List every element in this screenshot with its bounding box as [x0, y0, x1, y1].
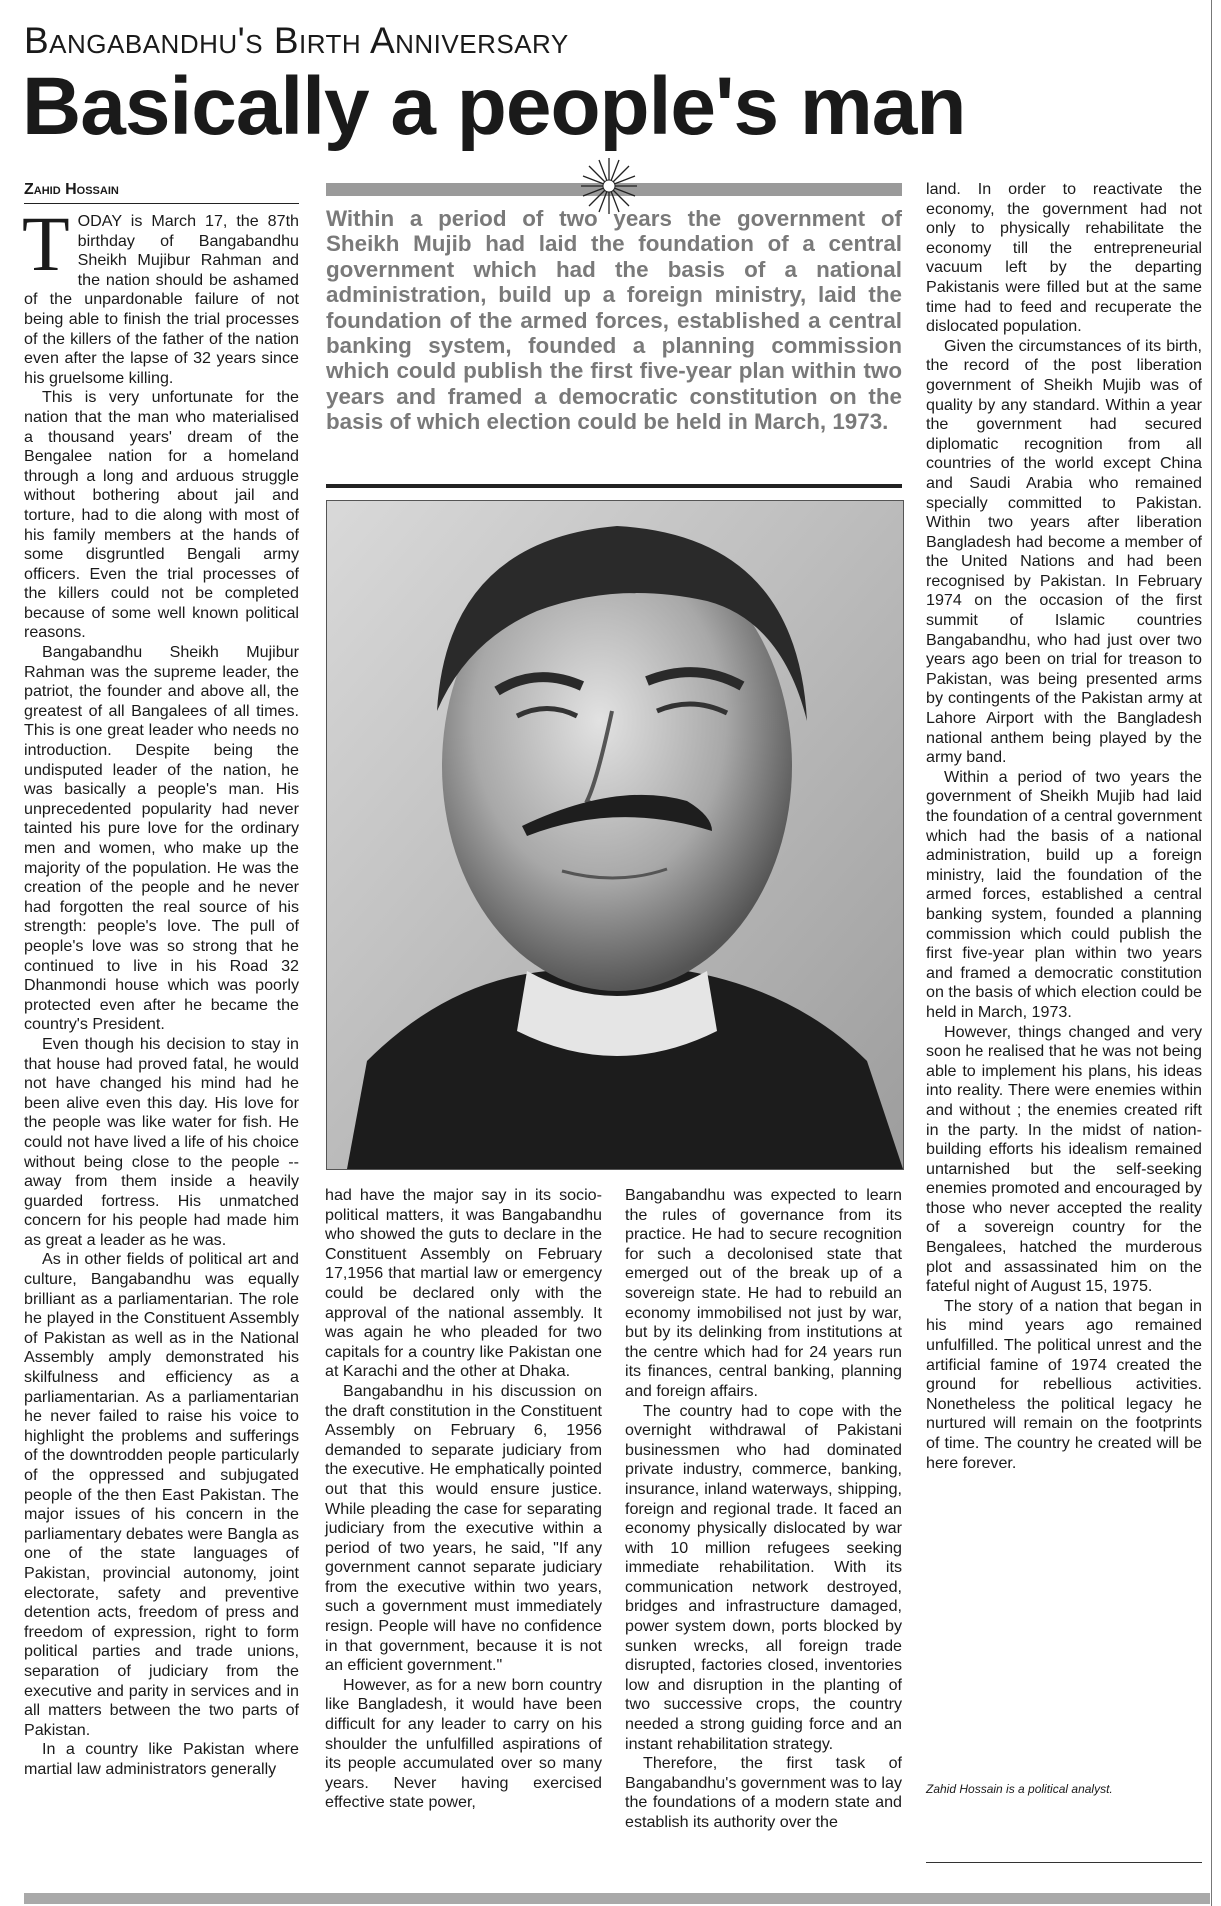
paragraph: Bangabandhu Sheikh Mujibur Rahman was the supreme leader, the patriot, the founder and above all, the greatest of all Bangalees of all times. This is one great leader who needs no introduction. Despite being the undisputed leader of the nation, he was basically a people's man. His unprecedented popularity had never tainted his pure love for the ordinary men and women, who make up the majority of the population. He was the creation of the people and he never had forgotten the real source of his strength: people's love. The pull of people's love was so strong that he continued to live in his Road 32 Dhanmondi house which was poorly protected even after he became the country's President. — [24, 643, 299, 1034]
paragraph: Within a period of two years the government of Sheikh Mujib had laid the foundation of a central government which had the basis of a national administration, build up a foreign ministry, laid the foundation of the armed forces, established a central banking system, founded a planning commission which could publish the first five-year plan within two years and framed a democratic constitution on the basis of which election could be held in March, 1973. — [926, 767, 1202, 1021]
byline: Zahid Hossain — [24, 181, 299, 204]
footer-bar — [24, 1893, 1210, 1904]
paragraph: As in other fields of political art and culture, Bangabandhu was equally brilliant as a parliamentarian. The role he played in the Constituent Assembly of Pakistan as well as in the National Assembly amply demonstrated his skilfulness and efficiency as a parliamentarian. As a parliamentarian he never failed to raise his voice to highlight the problems and sufferings of the downtrodden people particularly of the oppressed and subjugated people of the then East Pakistan. The major issues of his concern in the parliamentary debates were Bangla as one of the state languages of Pakistan, provincial autonomy, joint electorate, safety and preventive detention acts, freedom of press and freedom of expression, right to form political parties and trade unions, separation of judiciary from the executive and parity in services and in all matters between the two parts of Pakistan. — [24, 1250, 299, 1739]
paragraph: Therefore, the first task of Bangabandhu's government was to lay the foundations of a modern state and establish its authority over the — [625, 1754, 902, 1831]
headline: Basically a people's man — [22, 61, 966, 152]
paragraph: However, as for a new born country like Bangladesh, it would have been difficult for any leader to carry on his shoulder the unfulfilled aspirations of its people accumulated over so many years. Never having exercised effective state power, — [325, 1675, 602, 1812]
paragraph: In a country like Pakistan where martial law administrators generally — [24, 1740, 299, 1778]
end-rule — [926, 1862, 1202, 1863]
paragraph: Given the circumstances of its birth, the record of the post liberation government of Sheikh Mujib was of quality by any standard. Within a year the government had secured diplomatic recognition from all countries of the world except China and Saudi Arabia who remained specially committed to Pakistan. Within two years after liberation Bangladesh had become a member of the United Nations and had been recognised by Pakistan. In February 1974 on the occasion of the first summit of Islamic countries Bangabandhu, who had just over two years ago been on trial for treason to Pakistan, was being presented arms by contingents of the Pakistan army at Lahore Airport with the Bangladesh national anthem being played by the army band. — [926, 336, 1202, 767]
paragraph: Even though his decision to stay in that house had proved fatal, he would not have changed his mind had he been alive even this day. His love for the people was like water for fish. He could not have lived a life of his choice without being close to the people -- away from them inside a heavily guarded fortress. His unmatched concern for his people had made him as great a leader as he was. — [24, 1034, 299, 1249]
paragraph: land. In order to reactivate the economy, the government had not only to physically rehabilitate the economy till the entrepreneurial vacuum left by the departing Pakistanis were filled but at the same time had to feed and recuperate the dislocated population. — [926, 180, 1202, 336]
article-column-1 — [22, 200, 299, 1780]
section-kicker: Bangabandhu's Birth Anniversary — [24, 20, 569, 61]
article-column-4 — [625, 1186, 902, 1833]
paragraph: had have the major say in its socio-political matters, it was Bangabandhu who showed the guts to declare in the Constituent Assembly on February 17,1956 that martial law or emergency could be declared only with the approval of the national assembly. It was again he who pleaded for two capitals for a country like Pakistan one at Karachi and the other at Dhaka. — [325, 1186, 602, 1381]
article-column-3 — [325, 1186, 602, 1813]
paragraph: Bangabandhu in his discussion on the draft constitution in the Constituent Assembly on February 6, 1956 demanded to separate judiciary from the executive. He emphatically pointed out that this would ensure justice. While pleading the case for separating judiciary from the executive within a period of two years, he said, "If any government cannot separate judiciary from the executive within two years, such a government must immediately resign. People will have no confidence in that government, because it is not an efficient government." — [325, 1381, 602, 1675]
drop-cap: T — [22, 200, 70, 287]
page-edge-rule — [1211, 0, 1212, 1906]
paragraph: The country had to cope with the overnight withdrawal of Pakistani businessmen who had dominated private industry, commerce, banking, insurance, inland waterways, shipping, foreign and regional trade. It faced an economy physically dislocated by war with 10 million refugees seeking immediate rehabilitation. With its communication network destroyed, bridges and infrastructure damaged, power system down, ports blocked by sunken wrecks, all foreign trade disrupted, factories closed, inventories low and disruption in the planting of two successive crops, the country needed a strong guiding force and an instant rehabilitation strategy. — [625, 1401, 902, 1753]
article-column-5 — [926, 180, 1202, 1473]
portrait-photo — [326, 500, 904, 1170]
paragraph: The story of a nation that began in his mind years ago remained unfulfilled. The political unrest and the artificial famine of 1974 created the ground for rebellious activities. Nonetheless the political legacy he nurtured will remain on the footprints of time. The country he created will be here forever. — [926, 1296, 1202, 1472]
paragraph: However, things changed and very soon he realised that he was not being able to implement his plans, his ideas into reality. There were enemies within and without ; the enemies created rift in the party. In the midst of nation-building efforts his idealism remained untarnished but the self-seeking enemies promoted and encouraged by those who never accepted the reality of a sovereign country for the Bengalees, hatched the murderous plot and assassinated him on the fateful night of August 15, 1975. — [926, 1022, 1202, 1296]
pull-quote-rule — [326, 484, 902, 488]
pull-quote: Within a period of two years the government of Sheikh Mujib had laid the foundation of a central government which had the basis of a national administration, build up a foreign ministry, laid the foundation of the armed forces, established a central banking system, founded a planning commission which could publish the first five-year plan within two years and framed a democratic constitution on the basis of which election could be held in March, 1973. — [326, 206, 902, 435]
paragraph: Bangabandhu was expected to learn the rules of governance from its practice. He had to secure recognition for such a decolonised state that emerged out of the break up of a sovereign state. He had to rebuild an economy immobilised not just by war, but by its delinking from institutions at the centre which had for 24 years run its finances, central banking, planning and foreign affairs. — [625, 1186, 902, 1400]
paragraph: This is very unfortunate for the nation that the man who materialised a thousand years' dream of the Bengalee nation for a homeland through a long and arduous struggle without bothering about jail and torture, had to die along with most of his family members at the hands of some disgruntled Bengali army officers. Even the trial processes of the killers could not be completed because of some well known political reasons. — [24, 388, 299, 642]
author-note: Zahid Hossain is a political analyst. — [926, 1782, 1113, 1796]
paragraph: ODAY is March 17, the 87th birthday of Bangabandhu Sheikh Mujibur Rahman and the nation should be ashamed of the unpardonable failure of not being able to finish the trial processes of the killers of the father of the nation even after the lapse of 32 years since his gruelsome killing. — [24, 212, 299, 387]
